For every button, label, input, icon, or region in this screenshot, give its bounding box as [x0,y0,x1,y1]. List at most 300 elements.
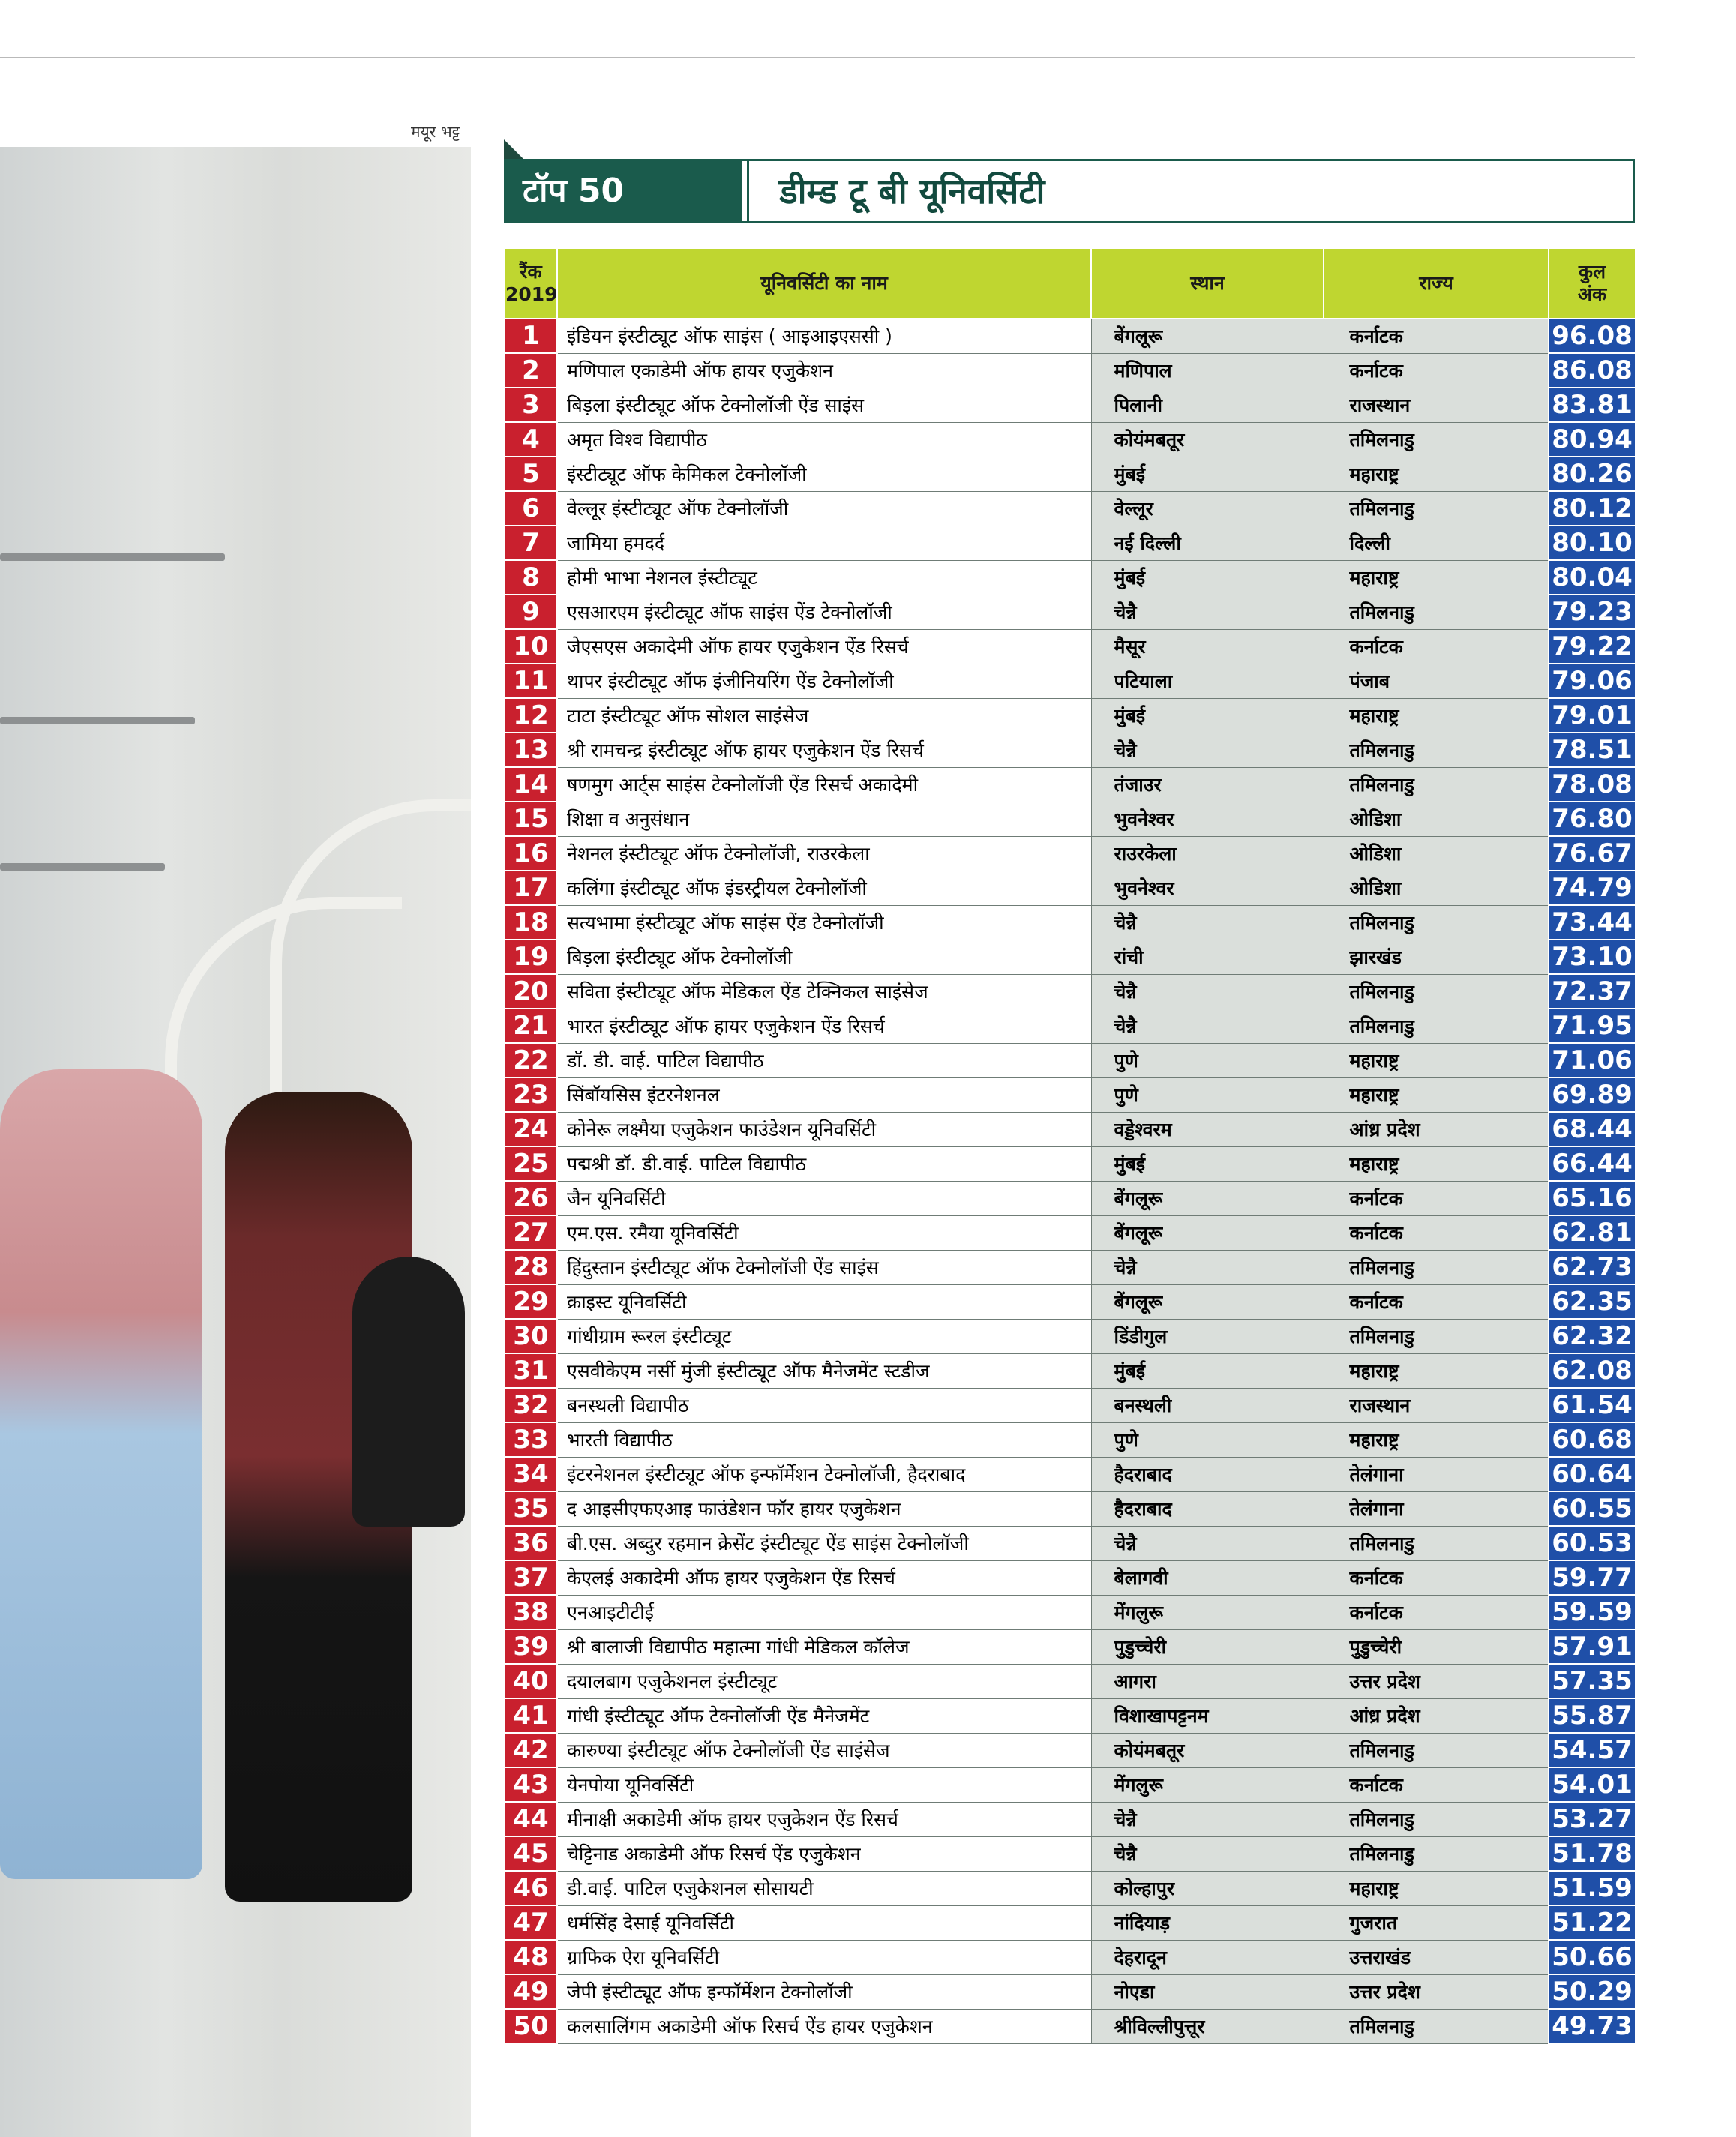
state-cell: पुडुच्चेरी [1324,1629,1549,1664]
place-cell: भुवनेश्वर [1091,871,1324,905]
table-row [505,457,1636,491]
table-row [505,1077,1636,1112]
state-cell: तमिलनाडु [1324,491,1549,526]
table-row [505,1940,1636,1974]
state-cell: महाराष्ट्र [1324,1871,1549,1905]
rank-cell: 49 [505,1974,557,2009]
state-cell: राजस्थान [1324,388,1549,422]
header-rank: रैंक 2019 [505,248,557,319]
table-row [505,905,1636,940]
university-name-cell: येनपोया यूनिवर्सिटी [557,1767,1091,1802]
place-cell: मणिपाल [1091,353,1324,388]
university-name-cell: इंस्टीट्यूट ऑफ केमिकल टेक्नोलॉजी [557,457,1091,491]
table-row [505,560,1636,595]
place-cell: श्रीविल्लीपुत्तूर [1091,2009,1324,2043]
rank-cell: 35 [505,1491,557,1526]
score-cell: 51.59 [1549,1871,1636,1905]
top50-badge: टॉप 50 [506,161,742,221]
university-name-cell: क्राइस्ट यूनिवर्सिटी [557,1284,1091,1319]
state-cell: कर्नाटक [1324,1595,1549,1629]
university-name-cell: एसवीकेएम नर्सी मुंजी इंस्टीट्यूट ऑफ मैनेजमेंट स्टडीज [557,1353,1091,1388]
table-row [505,1043,1636,1077]
table-row [505,1526,1636,1560]
table-row [505,1250,1636,1284]
table-row [505,1009,1636,1043]
rank-cell: 48 [505,1940,557,1974]
score-cell: 54.57 [1549,1733,1636,1767]
university-name-cell: चेट्टिनाड अकाडेमी ऑफ रिसर्च ऐंड एजुकेशन [557,1836,1091,1871]
state-cell: तमिलनाडु [1324,767,1549,802]
state-cell: महाराष्ट्र [1324,457,1549,491]
table-row [505,1802,1636,1836]
university-name-cell: डॉ. डी. वाई. पाटिल विद्यापीठ [557,1043,1091,1077]
score-cell: 73.44 [1549,905,1636,940]
page-title: डीम्ड टू बी यूनिवर्सिटी [747,161,1633,221]
score-cell: 80.10 [1549,526,1636,560]
university-name-cell: सत्यभामा इंस्टीट्यूट ऑफ साइंस ऐंड टेक्नोलॉजी [557,905,1091,940]
place-cell: वेल्लूर [1091,491,1324,526]
score-cell: 60.53 [1549,1526,1636,1560]
state-cell: तमिलनाडु [1324,422,1549,457]
university-name-cell: बिड़ला इंस्टीट्यूट ऑफ टेक्नोलॉजी ऐंड साइंस [557,388,1091,422]
university-name-cell: भारत इंस्टीट्यूट ऑफ हायर एजुकेशन ऐंड रिसर्च [557,1009,1091,1043]
state-cell: उत्तर प्रदेश [1324,1974,1549,2009]
university-name-cell: कोनेरू लक्ष्मैया एजुकेशन फाउंडेशन यूनिवर्सिटी [557,1112,1091,1146]
place-cell: बनस्थली [1091,1388,1324,1422]
place-cell: नोएडा [1091,1974,1324,2009]
place-cell: पिलानी [1091,388,1324,422]
place-cell: बेंगलूरू [1091,1181,1324,1215]
score-cell: 50.29 [1549,1974,1636,2009]
place-cell: राउरकेला [1091,836,1324,871]
photo-credit: मयूर भट्ट [411,123,460,141]
score-cell: 49.73 [1549,2009,1636,2043]
rank-cell: 33 [505,1422,557,1457]
score-cell: 62.35 [1549,1284,1636,1319]
state-cell: तमिलनाडु [1324,1009,1549,1043]
score-cell: 78.08 [1549,767,1636,802]
ceiling-light [0,717,195,724]
score-cell: 66.44 [1549,1146,1636,1181]
place-cell: चेन्नै [1091,733,1324,767]
state-cell: आंध्र प्रदेश [1324,1112,1549,1146]
state-cell: महाराष्ट्र [1324,1422,1549,1457]
state-cell: कर्नाटक [1324,1215,1549,1250]
university-name-cell: वेल्लूर इंस्टीट्यूट ऑफ टेक्नोलॉजी [557,491,1091,526]
table-row [505,1146,1636,1181]
table-row [505,1112,1636,1146]
rank-cell: 43 [505,1767,557,1802]
table-row [505,1353,1636,1388]
university-name-cell: अमृत विश्व विद्यापीठ [557,422,1091,457]
place-cell: पुडुच्चेरी [1091,1629,1324,1664]
university-name-cell: दयालबाग एजुकेशनल इंस्टीट्यूट [557,1664,1091,1698]
header-state: राज्य [1324,248,1549,319]
score-cell: 76.80 [1549,802,1636,836]
table-row [505,353,1636,388]
state-cell: तमिलनाडु [1324,905,1549,940]
table-row [505,1905,1636,1940]
score-cell: 71.95 [1549,1009,1636,1043]
university-name-cell: कारुण्या इंस्टीट्यूट ऑफ टेक्नोलॉजी ऐंड साइंसेज [557,1733,1091,1767]
table-row [505,1767,1636,1802]
rank-cell: 23 [505,1077,557,1112]
rank-cell: 44 [505,1802,557,1836]
state-cell: महाराष्ट्र [1324,1353,1549,1388]
rank-cell: 17 [505,871,557,905]
rank-cell: 31 [505,1353,557,1388]
score-cell: 54.01 [1549,1767,1636,1802]
table-row [505,802,1636,836]
state-cell: महाराष्ट्र [1324,1077,1549,1112]
corner-marker [504,139,523,159]
place-cell: मैसूर [1091,629,1324,664]
state-cell: ओडिशा [1324,802,1549,836]
score-cell: 59.59 [1549,1595,1636,1629]
university-name-cell: हिंदुस्तान इंस्टीट्यूट ऑफ टेक्नोलॉजी ऐंड साइंस [557,1250,1091,1284]
rank-cell: 50 [505,2009,557,2043]
place-cell: नांदियाड़ [1091,1905,1324,1940]
state-cell: तमिलनाडु [1324,1526,1549,1560]
place-cell: रांची [1091,940,1324,974]
rank-cell: 2 [505,353,557,388]
place-cell: देहरादून [1091,1940,1324,1974]
place-cell: हैदराबाद [1091,1491,1324,1526]
score-cell: 68.44 [1549,1112,1636,1146]
table-row [505,1629,1636,1664]
state-cell: तेलंगाना [1324,1457,1549,1491]
table-row [505,1215,1636,1250]
rank-cell: 29 [505,1284,557,1319]
place-cell: पुणे [1091,1043,1324,1077]
place-cell: बेंगलूरू [1091,1284,1324,1319]
table-row [505,1319,1636,1353]
university-name-cell: षणमुग आर्ट्स साइंस टेक्नोलॉजी ऐंड रिसर्च अकादेमी [557,767,1091,802]
rank-cell: 8 [505,560,557,595]
rank-cell: 19 [505,940,557,974]
score-cell: 60.55 [1549,1491,1636,1526]
score-cell: 80.26 [1549,457,1636,491]
university-name-cell: धर्मसिंह देसाई यूनिवर्सिटी [557,1905,1091,1940]
place-cell: मुंबई [1091,560,1324,595]
header-name: यूनिवर्सिटी का नाम [557,248,1091,319]
backpack [352,1257,465,1527]
score-cell: 62.32 [1549,1319,1636,1353]
university-name-cell: जेएसएस अकादेमी ऑफ हायर एजुकेशन ऐंड रिसर्च [557,629,1091,664]
score-cell: 79.23 [1549,595,1636,629]
page-top-rule [0,57,1635,58]
university-name-cell: जैन यूनिवर्सिटी [557,1181,1091,1215]
university-name-cell: भारती विद्यापीठ [557,1422,1091,1457]
rank-cell: 15 [505,802,557,836]
state-cell: तमिलनाडु [1324,974,1549,1009]
university-name-cell: एम.एस. रमैया यूनिवर्सिटी [557,1215,1091,1250]
score-cell: 79.06 [1549,664,1636,698]
table-row [505,1491,1636,1526]
university-name-cell: श्री बालाजी विद्यापीठ महात्मा गांधी मेडिकल कॉलेज [557,1629,1091,1664]
table-row [505,319,1636,353]
table-row [505,1457,1636,1491]
place-cell: मेंगलुरू [1091,1595,1324,1629]
rank-cell: 13 [505,733,557,767]
student-figure [0,1069,202,1879]
score-cell: 60.68 [1549,1422,1636,1457]
score-cell: 79.22 [1549,629,1636,664]
rank-cell: 7 [505,526,557,560]
table-row [505,871,1636,905]
score-cell: 62.73 [1549,1250,1636,1284]
university-name-cell: इंडियन इंस्टीट्यूट ऑफ साइंस ( आइआइएससी ) [557,319,1091,353]
rank-cell: 18 [505,905,557,940]
state-cell: ओडिशा [1324,871,1549,905]
place-cell: बेंगलूरू [1091,319,1324,353]
score-cell: 74.79 [1549,871,1636,905]
score-cell: 61.54 [1549,1388,1636,1422]
table-row [505,526,1636,560]
table-row [505,698,1636,733]
score-cell: 59.77 [1549,1560,1636,1595]
table-row [505,2009,1636,2043]
score-cell: 80.04 [1549,560,1636,595]
place-cell: चेन्नै [1091,595,1324,629]
state-cell: महाराष्ट्र [1324,560,1549,595]
table-row [505,1284,1636,1319]
rank-cell: 27 [505,1215,557,1250]
table-row [505,1560,1636,1595]
score-cell: 51.78 [1549,1836,1636,1871]
table-row [505,1388,1636,1422]
score-cell: 71.06 [1549,1043,1636,1077]
state-cell: कर्नाटक [1324,319,1549,353]
university-name-cell: द आइसीएफएआइ फाउंडेशन फॉर हायर एजुकेशन [557,1491,1091,1526]
table-row [505,629,1636,664]
state-cell: राजस्थान [1324,1388,1549,1422]
score-cell: 73.10 [1549,940,1636,974]
table-row [505,1664,1636,1698]
state-cell: कर्नाटक [1324,629,1549,664]
rank-cell: 21 [505,1009,557,1043]
table-row [505,1698,1636,1733]
table-row [505,1836,1636,1871]
rank-cell: 1 [505,319,557,353]
university-name-cell: थापर इंस्टीट्यूट ऑफ इंजीनियरिंग ऐंड टेक्नोलॉजी [557,664,1091,698]
rank-cell: 10 [505,629,557,664]
rank-cell: 16 [505,836,557,871]
university-name-cell: एनआइटीटीई [557,1595,1091,1629]
score-cell: 78.51 [1549,733,1636,767]
place-cell: चेन्नै [1091,1802,1324,1836]
table-row [505,836,1636,871]
university-name-cell: मणिपाल एकाडेमी ऑफ हायर एजुकेशन [557,353,1091,388]
state-cell: कर्नाटक [1324,1181,1549,1215]
rank-cell: 11 [505,664,557,698]
state-cell: दिल्ली [1324,526,1549,560]
score-cell: 62.81 [1549,1215,1636,1250]
state-cell: ओडिशा [1324,836,1549,871]
table-row [505,733,1636,767]
score-cell: 80.12 [1549,491,1636,526]
rank-cell: 32 [505,1388,557,1422]
score-cell: 76.67 [1549,836,1636,871]
state-cell: उत्तराखंड [1324,1940,1549,1974]
place-cell: कोल्हापुर [1091,1871,1324,1905]
rank-cell: 24 [505,1112,557,1146]
state-cell: तमिलनाडु [1324,1319,1549,1353]
state-cell: तमिलनाडु [1324,1836,1549,1871]
score-cell: 53.27 [1549,1802,1636,1836]
state-cell: कर्नाटक [1324,1767,1549,1802]
rank-cell: 40 [505,1664,557,1698]
university-name-cell: टाटा इंस्टीट्यूट ऑफ सोशल साइंसेज [557,698,1091,733]
university-name-cell: होमी भाभा नेशनल इंस्टीट्यूट [557,560,1091,595]
rank-cell: 3 [505,388,557,422]
state-cell: कर्नाटक [1324,353,1549,388]
place-cell: चेन्नै [1091,1836,1324,1871]
university-name-cell: सिंबॉयसिस इंटरनेशनल [557,1077,1091,1112]
state-cell: उत्तर प्रदेश [1324,1664,1549,1698]
place-cell: मुंबई [1091,457,1324,491]
university-name-cell: सविता इंस्टीट्यूट ऑफ मेडिकल ऐंड टेक्निकल साइंसेज [557,974,1091,1009]
table-row [505,1595,1636,1629]
place-cell: मुंबई [1091,698,1324,733]
place-cell: डिंडीगुल [1091,1319,1324,1353]
rank-cell: 26 [505,1181,557,1215]
state-cell: आंध्र प्रदेश [1324,1698,1549,1733]
place-cell: चेन्नै [1091,974,1324,1009]
university-name-cell: इंटरनेशनल इंस्टीट्यूट ऑफ इन्फॉर्मेशन टेक्नोलॉजी, हैदराबाद [557,1457,1091,1491]
table-row [505,767,1636,802]
header-score: कुल अंक [1549,248,1636,319]
header-place: स्थान [1091,248,1324,319]
university-name-cell: शिक्षा व अनुसंधान [557,802,1091,836]
rank-cell: 46 [505,1871,557,1905]
university-name-cell: पद्मश्री डॉ. डी.वाई. पाटिल विद्यापीठ [557,1146,1091,1181]
score-cell: 79.01 [1549,698,1636,733]
place-cell: चेन्नै [1091,1009,1324,1043]
place-cell: नई दिल्ली [1091,526,1324,560]
rank-cell: 34 [505,1457,557,1491]
rank-cell: 36 [505,1526,557,1560]
table-row [505,664,1636,698]
state-cell: तमिलनाडु [1324,595,1549,629]
rank-cell: 6 [505,491,557,526]
state-cell: महाराष्ट्र [1324,1146,1549,1181]
table-row [505,388,1636,422]
rank-cell: 42 [505,1733,557,1767]
university-name-cell: एसआरएम इंस्टीट्यूट ऑफ साइंस ऐंड टेक्नोलॉजी [557,595,1091,629]
university-name-cell: जेपी इंस्टीट्यूट ऑफ इन्फॉर्मेशन टेक्नोलॉजी [557,1974,1091,2009]
ranking-table [504,247,1636,2044]
university-name-cell: कलिंगा इंस्टीट्यूट ऑफ इंडस्ट्रीयल टेक्नोलॉजी [557,871,1091,905]
place-cell: हैदराबाद [1091,1457,1324,1491]
score-cell: 60.64 [1549,1457,1636,1491]
university-name-cell: बनस्थली विद्यापीठ [557,1388,1091,1422]
place-cell: मेंगलुरू [1091,1767,1324,1802]
place-cell: मुंबई [1091,1353,1324,1388]
score-cell: 69.89 [1549,1077,1636,1112]
state-cell: गुजरात [1324,1905,1549,1940]
place-cell: कोयंमबतूर [1091,422,1324,457]
score-cell: 57.35 [1549,1664,1636,1698]
rank-cell: 41 [505,1698,557,1733]
score-cell: 55.87 [1549,1698,1636,1733]
table-row [505,595,1636,629]
place-cell: पटियाला [1091,664,1324,698]
table-row [505,1422,1636,1457]
table-row [505,491,1636,526]
place-cell: कोयंमबतूर [1091,1733,1324,1767]
state-cell: तमिलनाडु [1324,1802,1549,1836]
place-cell: मुंबई [1091,1146,1324,1181]
ceiling-light [0,863,165,871]
place-cell: विशाखापट्टनम [1091,1698,1324,1733]
university-name-cell: जामिया हमदर्द [557,526,1091,560]
place-cell: पुणे [1091,1422,1324,1457]
score-cell: 65.16 [1549,1181,1636,1215]
place-cell: बेलागवी [1091,1560,1324,1595]
score-cell: 72.37 [1549,974,1636,1009]
place-cell: भुवनेश्वर [1091,802,1324,836]
campus-photo [0,147,471,2137]
rank-cell: 30 [505,1319,557,1353]
rank-cell: 4 [505,422,557,457]
score-cell: 80.94 [1549,422,1636,457]
university-name-cell: बी.एस. अब्दुर रहमान क्रेसेंट इंस्टीट्यूट ऐंड साइंस टेक्नोलॉजी [557,1526,1091,1560]
rank-cell: 9 [505,595,557,629]
rank-cell: 45 [505,1836,557,1871]
place-cell: चेन्नै [1091,1526,1324,1560]
rank-cell: 38 [505,1595,557,1629]
place-cell: पुणे [1091,1077,1324,1112]
score-cell: 57.91 [1549,1629,1636,1664]
score-cell: 83.81 [1549,388,1636,422]
place-cell: चेन्नै [1091,905,1324,940]
score-cell: 62.08 [1549,1353,1636,1388]
university-name-cell: श्री रामचन्द्र इंस्टीट्यूट ऑफ हायर एजुकेशन ऐंड रिसर्च [557,733,1091,767]
rank-cell: 20 [505,974,557,1009]
table-row [505,1181,1636,1215]
state-cell: पंजाब [1324,664,1549,698]
table-row [505,422,1636,457]
state-cell: झारखंड [1324,940,1549,974]
rank-cell: 47 [505,1905,557,1940]
place-cell: चेन्नै [1091,1250,1324,1284]
score-cell: 50.66 [1549,1940,1636,1974]
university-name-cell: गांधी इंस्टीट्यूट ऑफ टेक्नोलॉजी ऐंड मैनेजमेंट [557,1698,1091,1733]
university-name-cell: गांधीग्राम रूरल इंस्टीट्यूट [557,1319,1091,1353]
score-cell: 96.08 [1549,319,1636,353]
rank-cell: 22 [505,1043,557,1077]
university-name-cell: नेशनल इंस्टीट्यूट ऑफ टेक्नोलॉजी, राउरकेला [557,836,1091,871]
rank-cell: 39 [505,1629,557,1664]
university-name-cell: केएलई अकादेमी ऑफ हायर एजुकेशन ऐंड रिसर्च [557,1560,1091,1595]
table-row [505,940,1636,974]
header-row [505,248,1636,319]
place-cell: वड्डेश्वरम [1091,1112,1324,1146]
table-row [505,974,1636,1009]
university-name-cell: ग्राफिक ऐरा यूनिवर्सिटी [557,1940,1091,1974]
ceiling-light [0,553,225,561]
university-name-cell: डी.वाई. पाटिल एजुकेशनल सोसायटी [557,1871,1091,1905]
place-cell: आगरा [1091,1664,1324,1698]
rank-cell: 37 [505,1560,557,1595]
rank-cell: 28 [505,1250,557,1284]
state-cell: तमिलनाडु [1324,2009,1549,2043]
place-cell: बेंगलूरू [1091,1215,1324,1250]
state-cell: कर्नाटक [1324,1284,1549,1319]
rank-cell: 14 [505,767,557,802]
rank-cell: 12 [505,698,557,733]
